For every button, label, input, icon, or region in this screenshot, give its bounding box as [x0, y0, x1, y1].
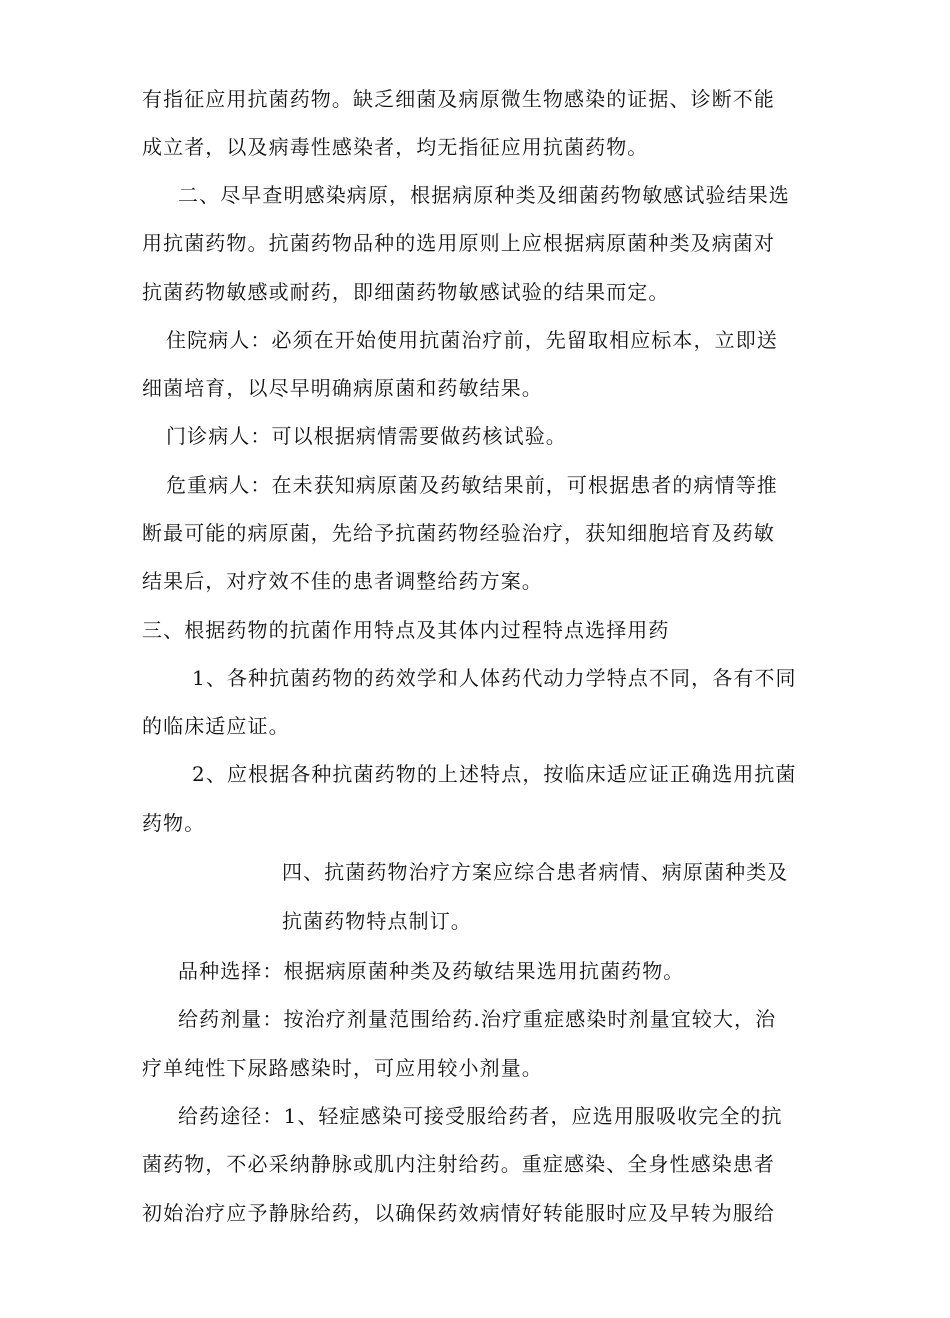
section-3-item-2-line-1: 2、应根据各种抗菌药物的上述特点，按临床适应证正确选用抗菌 — [192, 762, 797, 786]
section-3-heading: 三、根据药物的抗菌作用特点及其体内过程特点选择用药 — [142, 618, 670, 642]
section-3-item-2-line-2: 药物。 — [142, 811, 206, 835]
text-line-1: 有指征应用抗菌药物。缺乏细菌及病原微生物感染的证据、诊断不能 — [142, 87, 775, 111]
text-line-5: 抗菌药物敏感或耐药，即细菌药物敏感试验的结果而定。 — [142, 280, 670, 304]
section-4-heading-line-1: 四、抗菌药物治疗方案应综合患者病情、病原菌种类及 — [282, 860, 789, 884]
text-line-2: 成立者，以及病毒性感染者，均无指征应用抗菌药物。 — [142, 135, 649, 159]
text-line-4: 用抗菌药物。抗菌药物品种的选用原则上应根据病原菌种类及病菌对 — [142, 231, 775, 255]
dosage-line-1: 给药剂量：按治疗剂量范围给药.治疗重症感染时剂量宜较大，治 — [178, 1007, 777, 1031]
route-line-2: 菌药物，不必采纳静脉或肌内注射给药。重症感染、全身性感染患者 — [142, 1152, 775, 1176]
critical-patient-line-3: 结果后，对疗效不佳的患者调整给药方案。 — [142, 569, 543, 593]
critical-patient-line-1: 危重病人：在未获知病原菌及药敏结果前，可根据患者的病情等推 — [166, 473, 778, 497]
section-4-heading-line-2: 抗菌药物特点制订。 — [282, 909, 472, 933]
route-line-1: 给药途径：1、轻症感染可接受服给药者，应选用服吸收完全的抗 — [178, 1104, 783, 1128]
inpatient-line-2: 细菌培育，以尽早明确病原菌和药敏结果。 — [142, 376, 543, 400]
inpatient-line-1: 住院病人：必须在开始使用抗菌治疗前，先留取相应标本，立即送 — [166, 328, 778, 352]
route-line-3: 初始治疗应予静脉给药，以确保药效病情好转能服时应及早转为服给 — [142, 1201, 775, 1225]
section-2-heading-line-1: 二、尽早查明感染病原，根据病原种类及细菌药物敏感试验结果选 — [178, 183, 790, 207]
section-3-item-1-line-2: 的临床适应证。 — [142, 714, 290, 738]
variety-selection-line: 品种选择：根据病原菌种类及药敏结果选用抗菌药物。 — [178, 959, 685, 983]
outpatient-line: 门诊病人：可以根据病情需要做药核试验。 — [166, 424, 567, 448]
dosage-line-2: 疗单纯性下尿路感染时，可应用较小剂量。 — [142, 1056, 543, 1080]
section-3-item-1-line-1: 1、各种抗菌药物的药效学和人体药代动力学特点不同，各有不同 — [192, 666, 797, 690]
critical-patient-line-2: 断最可能的病原菌，先给予抗菌药物经验治疗，获知细胞培育及药敏 — [142, 521, 775, 545]
